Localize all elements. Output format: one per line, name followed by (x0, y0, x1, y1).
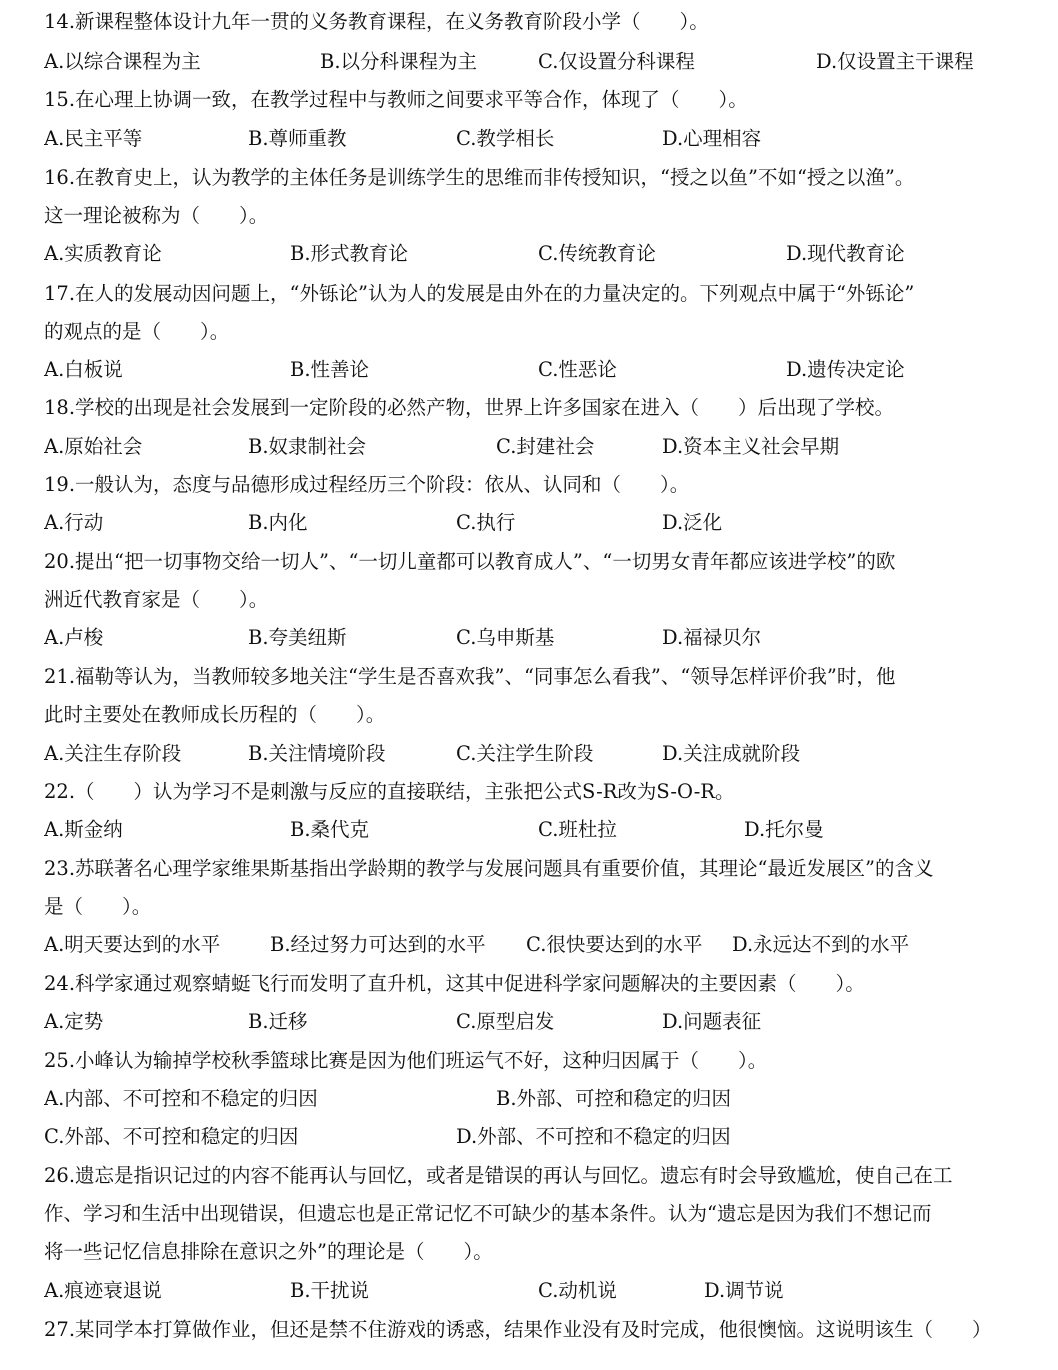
option-c: C.教学相长 (456, 127, 555, 150)
question-24-stem: 24.科学家通过观察蜻蜓飞行而发明了直升机，这其中促进科学家问题解决的主要因素（ ）。 (44, 972, 865, 995)
option-b: B.形式教育论 (290, 242, 409, 265)
question-26-stem-cont-2: 将一些记忆信息排除在意识之外”的理论是（ ）。 (44, 1240, 493, 1263)
option-c: C.传统教育论 (538, 242, 656, 265)
question-22-options (44, 816, 1018, 844)
option-b: B.迁移 (248, 1010, 308, 1033)
question-16-options (44, 240, 1018, 268)
question-21-options (44, 740, 1018, 768)
option-c: C.原型启发 (456, 1010, 555, 1033)
question-17-options (44, 356, 1018, 384)
option-c: C.很快要达到的水平 (526, 933, 703, 956)
question-15-options (44, 125, 1018, 153)
option-a: A.痕迹衰退说 (44, 1279, 162, 1302)
option-b: B.性善论 (290, 358, 370, 381)
option-a: A.以综合课程为主 (44, 50, 201, 73)
option-d: D.调节说 (704, 1279, 784, 1302)
option-b: B.夸美纽斯 (248, 626, 347, 649)
option-b: B.外部、可控和稳定的归因 (496, 1087, 732, 1110)
option-d: D.问题表征 (662, 1010, 762, 1033)
question-19-options (44, 509, 1018, 537)
question-21-stem: 21.福勒等认为，当教师较多地关注“学生是否喜欢我”、“同事怎么看我”、“领导怎样评价我”时，他 (44, 665, 896, 688)
question-25-stem: 25.小峰认为输掉学校秋季篮球比赛是因为他们班运气不好，这种归因属于（ ）。 (44, 1049, 768, 1072)
option-b: B.经过努力可达到的水平 (270, 933, 486, 956)
question-15-stem: 15.在心理上协调一致，在教学过程中与教师之间要求平等合作，体现了（ ）。 (44, 88, 748, 111)
option-c: C.外部、不可控和稳定的归因 (44, 1125, 299, 1148)
option-a: A.卢梭 (44, 626, 104, 649)
question-16-stem: 16.在教育史上，认为教学的主体任务是训练学生的思维而非传授知识，“授之以鱼”不如“授之以渔”。 (44, 166, 915, 189)
option-a: A.内部、不可控和不稳定的归因 (44, 1087, 318, 1110)
option-a: A.实质教育论 (44, 242, 162, 265)
question-23-stem: 23.苏联著名心理学家维果斯基指出学龄期的教学与发展问题具有重要价值，其理论“最近发展区”的含义 (44, 857, 934, 880)
option-b: B.奴隶制社会 (248, 435, 367, 458)
option-d: D.外部、不可控和不稳定的归因 (456, 1125, 731, 1148)
question-16-stem-cont: 这一理论被称为（ ）。 (44, 204, 269, 227)
question-20-options (44, 624, 1018, 652)
option-d: D.心理相容 (662, 127, 762, 150)
option-a: A.民主平等 (44, 127, 143, 150)
option-d: D.福禄贝尔 (662, 626, 762, 649)
option-b: B.干扰说 (290, 1279, 370, 1302)
option-b: B.桑代克 (290, 818, 370, 841)
question-14-stem: 14.新课程整体设计九年一贯的义务教育课程，在义务教育阶段小学（ ）。 (44, 10, 709, 33)
option-a: A.原始社会 (44, 435, 143, 458)
question-26-options (44, 1277, 1018, 1305)
option-c: C.关注学生阶段 (456, 742, 594, 765)
option-a: A.定势 (44, 1010, 104, 1033)
question-19-stem: 19.一般认为，态度与品德形成过程经历三个阶段：依从、认同和（ ）。 (44, 473, 690, 496)
question-23-options (44, 931, 1018, 959)
question-25-options-cd (44, 1123, 1018, 1151)
question-17-stem: 17.在人的发展动因问题上，“外铄论”认为人的发展是由外在的力量决定的。下列观点中属于“外铄论” (44, 282, 915, 305)
option-d: D.遗传决定论 (786, 358, 905, 381)
question-21-stem-cont: 此时主要处在教师成长历程的（ ）。 (44, 703, 386, 726)
option-c: C.动机说 (538, 1279, 617, 1302)
option-a: A.关注生存阶段 (44, 742, 182, 765)
option-b: B.内化 (248, 511, 308, 534)
question-20-stem-cont: 洲近代教育家是（ ）。 (44, 588, 269, 611)
question-20-stem: 20.提出“把一切事物交给一切人”、“一切儿童都可以教育成人”、“一切男女青年都应该进学校”的欧 (44, 550, 896, 573)
question-24-options (44, 1008, 1018, 1036)
option-c: C.班杜拉 (538, 818, 617, 841)
option-b: B.以分科课程为主 (320, 50, 478, 73)
option-d: D.关注成就阶段 (662, 742, 801, 765)
question-18-stem: 18.学校的出现是社会发展到一定阶段的必然产物，世界上许多国家在进入（ ）后出现了学校。 (44, 396, 895, 419)
question-18-options (44, 433, 1018, 461)
option-d: D.泛化 (662, 511, 723, 534)
option-c: C.仅设置分科课程 (538, 50, 695, 73)
question-27-stem: 27.某同学本打算做作业，但还是禁不住游戏的诱惑，结果作业没有及时完成，他很懊恼。这说明该生（ ） (44, 1318, 992, 1341)
option-d: D.仅设置主干课程 (816, 50, 974, 73)
question-23-stem-cont: 是（ ）。 (44, 895, 152, 918)
option-b: B.关注情境阶段 (248, 742, 386, 765)
question-26-stem: 26.遗忘是指识记过的内容不能再认与回忆，或者是错误的再认与回忆。遗忘有时会导致尴尬，使自己在工 (44, 1164, 953, 1187)
option-c: C.执行 (456, 511, 516, 534)
option-a: A.明天要达到的水平 (44, 933, 221, 956)
option-d: D.托尔曼 (744, 818, 824, 841)
option-c: C.封建社会 (496, 435, 595, 458)
option-a: A.白板说 (44, 358, 123, 381)
question-17-stem-cont: 的观点的是（ ）。 (44, 320, 230, 343)
option-d: D.永远达不到的水平 (732, 933, 910, 956)
option-d: D.现代教育论 (786, 242, 905, 265)
question-14-options (44, 48, 1018, 76)
option-d: D.资本主义社会早期 (662, 435, 840, 458)
option-b: B.尊师重教 (248, 127, 347, 150)
option-c: C.乌申斯基 (456, 626, 555, 649)
option-a: A.斯金纳 (44, 818, 123, 841)
option-a: A.行动 (44, 511, 104, 534)
question-22-stem: 22.（ ）认为学习不是刺激与反应的直接联结，主张把公式S-R改为S-O-R。 (44, 780, 735, 803)
question-25-options-ab (44, 1085, 1018, 1113)
option-c: C.性恶论 (538, 358, 617, 381)
question-26-stem-cont-1: 作、学习和生活中出现错误，但遗忘也是正常记忆不可缺少的基本条件。认为“遗忘是因为我们不想记而 (44, 1202, 932, 1225)
